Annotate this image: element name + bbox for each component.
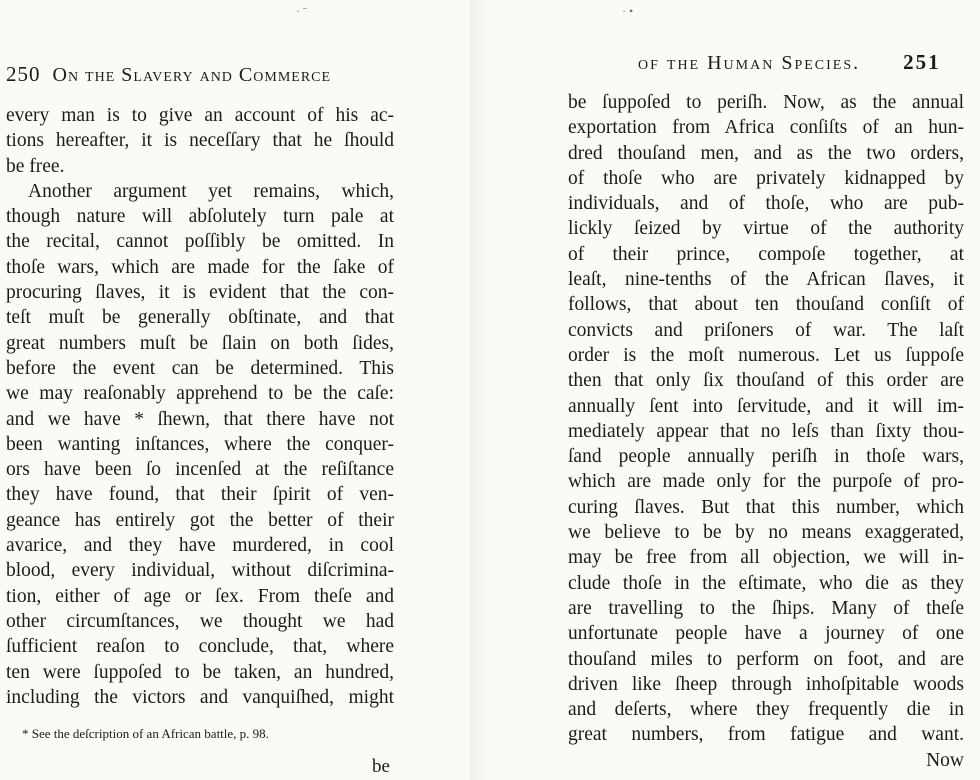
text-line: unfortunate people have a journey of one: [568, 623, 964, 645]
text-line: be ſuppoſed to periſh. Now, as the annual: [568, 92, 964, 113]
text-line: ors have been ſo incenſed at the reſiſtance: [6, 459, 394, 481]
text-line: every man is to give an account of his ac-: [6, 105, 394, 126]
text-line: curing ſlaves. But that this number, which: [568, 496, 964, 518]
text-line: avarice, and they have murdered, in cool: [6, 535, 394, 557]
line-text: be free.: [6, 155, 65, 177]
page-number: 251: [903, 50, 941, 74]
text-line: mediately appear that no leſs than ſixty thou-: [568, 420, 964, 442]
text-line: tion, either of age or ſex. From theſe and: [6, 585, 394, 607]
running-head-title: of the Human Species.: [638, 52, 861, 74]
text-line: driven like ſheep through inhoſpitable woods: [568, 673, 964, 695]
text-line: lickly ſeized by virtue of the authority: [568, 218, 964, 240]
text-line: been wanting inſtances, where the conquer-: [6, 433, 394, 455]
text-line: thoſe wars, which are made for the ſake of: [6, 256, 394, 278]
right-text-block: [568, 90, 964, 773]
text-line: follows, that about ten thouſand conſiſt of: [568, 294, 964, 316]
text-line: order is the moſt numerous. Let us ſuppoſe: [568, 344, 964, 366]
text-line: though nature will abſolutely turn pale at: [6, 206, 394, 228]
text-line: they have found, that their ſpirit of ven-: [6, 484, 394, 506]
left-page: [0, 0, 470, 780]
text-line: convicts and priſoners of war. The laſt: [568, 319, 964, 341]
text-line: individuals, and of thoſe, who are pub-: [568, 193, 964, 215]
text-line: annually ſent into ſervitude, and it will im-: [568, 395, 964, 417]
text-line: we believe to be by no means exaggerated,: [568, 522, 964, 544]
text-line: geance has entirely got the better of their: [6, 509, 394, 531]
text-line: dred thouſand men, and as the two orders,: [568, 142, 964, 164]
text-line: then that only ſix thouſand of this order are: [568, 370, 964, 392]
catchword: Now: [926, 749, 964, 771]
text-line: ſand people annually periſh in thoſe wars,: [568, 446, 964, 468]
text-line: leaſt, nine-tenths of the African ſlaves, it: [568, 269, 964, 291]
text-line: tions hereafter, it is neceſſary that he ſhould: [6, 130, 394, 152]
print-speck: · •: [622, 4, 634, 18]
text-line: Another argument yet remains, which,: [28, 180, 394, 202]
text-line: and deſerts, where they frequently die in: [568, 699, 964, 721]
text-line: [6, 154, 394, 179]
footnote: * See the deſcription of an African battle, p. 98.: [22, 726, 269, 741]
left-running-head: [6, 62, 331, 87]
text-line: clude thoſe in the eſtimate, who die as they: [568, 572, 964, 594]
catchword: be: [372, 756, 390, 777]
text-line: we may reaſonably apprehend to be the caſe:: [6, 383, 394, 405]
text-line: great numbers muſt be ſlain on both ſides,: [6, 332, 394, 354]
text-line: and we have * ſhewn, that there have not: [6, 408, 394, 430]
text-line: great numbers, from fatigue and want.: [568, 724, 964, 746]
text-line: exportation from Africa conſiſts of an hun-: [568, 117, 964, 139]
print-speck: · ˉ: [296, 4, 307, 18]
text-line: of thoſe who are privately kidnapped by: [568, 167, 964, 189]
text-line: ſufficient reaſon to conclude, that, where: [6, 636, 394, 658]
text-line: which are made only for the purpoſe of pro-: [568, 471, 964, 493]
right-running-head: [638, 50, 941, 75]
page-number: 250: [6, 62, 41, 86]
text-line: may be free from all objection, we will in-: [568, 547, 964, 569]
text-line: procuring ſlaves, it is evident that the con-: [6, 282, 394, 304]
book-gutter: [470, 0, 490, 780]
text-line: of their prince, compoſe together, at: [568, 243, 964, 265]
text-line: teſt muſt be generally obſtinate, and that: [6, 307, 394, 329]
text-line: are travelling to the ſhips. Many of theſe: [568, 597, 964, 619]
text-line: other circumſtances, we thought we had: [6, 610, 394, 632]
left-text-block: [6, 103, 394, 710]
text-line: including the victors and vanquiſhed, might: [6, 686, 394, 708]
text-line: thouſand miles to perform on foot, and are: [568, 648, 964, 670]
right-page: [490, 0, 980, 780]
text-line: blood, every individual, without diſcrimina-: [6, 560, 394, 582]
text-line: the recital, cannot poſſibly be omitted. In: [6, 231, 394, 253]
running-head-title: On the Slavery and Commerce: [52, 64, 332, 86]
text-line: before the event can be determined. This: [6, 357, 394, 379]
text-line: ten were ſuppoſed to be taken, an hundred,: [6, 661, 394, 683]
